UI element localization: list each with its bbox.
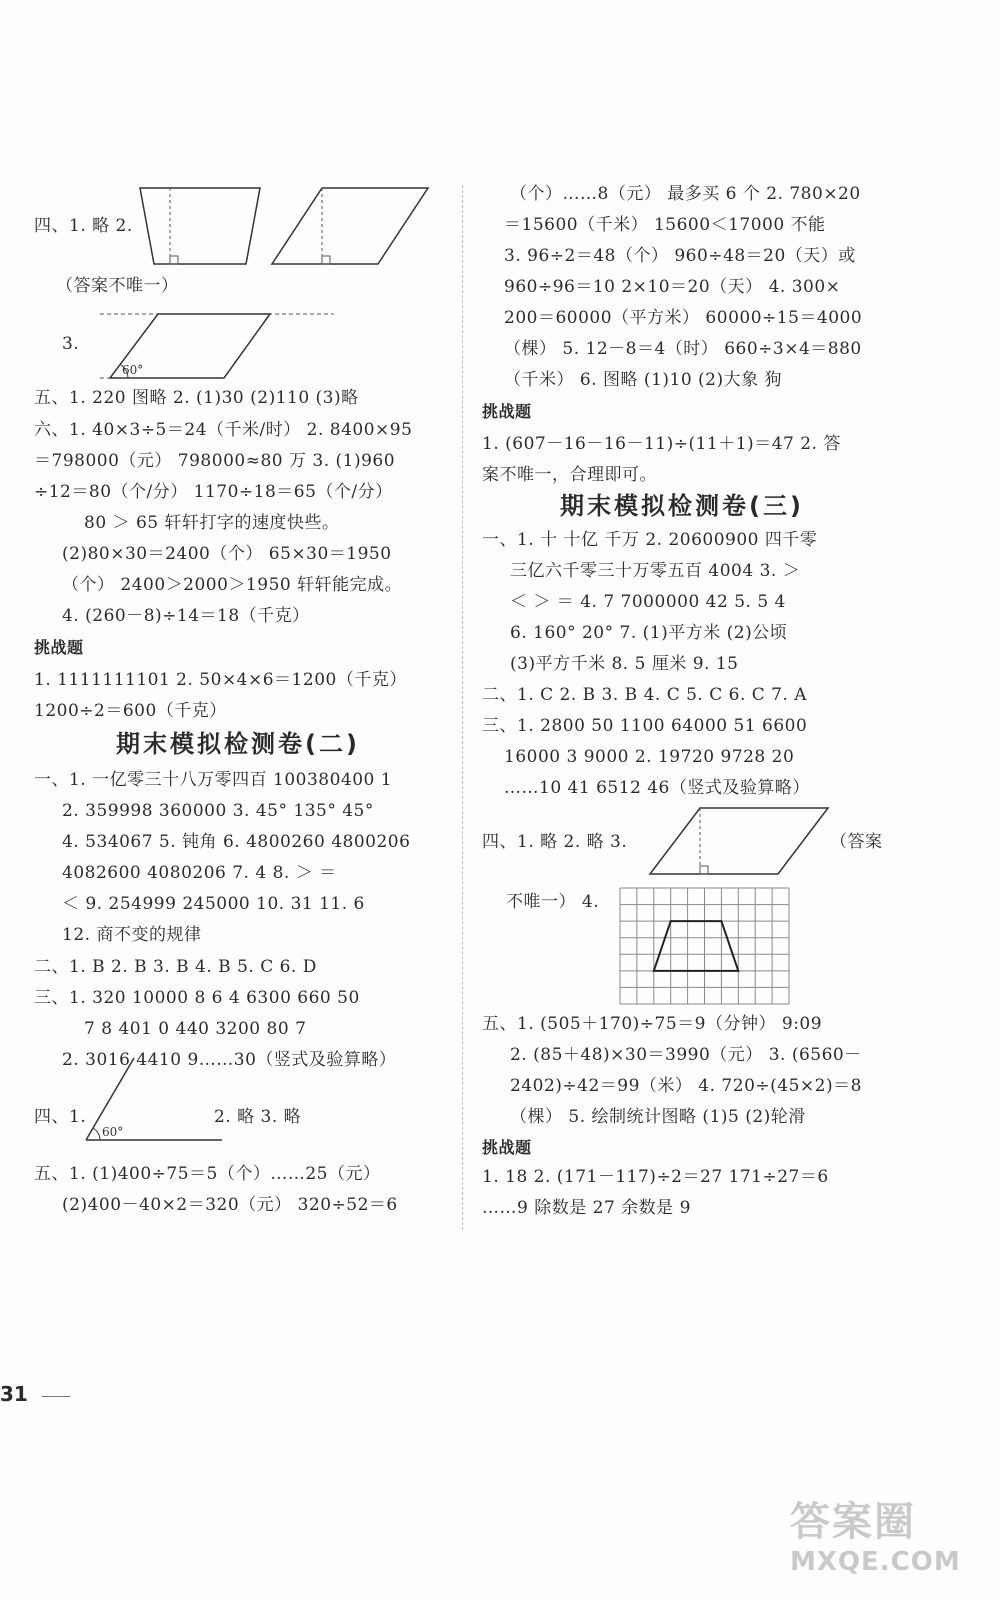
angle-60-figure (86, 1058, 226, 1144)
answer-line: 2. 略 3. 略 (214, 1107, 302, 1127)
angle-label: 60° (102, 1125, 124, 1139)
answer-line: (2)400－40×2＝320（元） 320÷52＝6 (62, 1195, 398, 1215)
answer-line: 五、1. 220 图略 2. (1)30 (2)110 (3)略 (34, 388, 359, 408)
answer-line: 二、1. B 2. B 3. B 4. B 5. C 6. D (34, 957, 317, 977)
section-heading: 挑战题 (482, 1138, 532, 1157)
page-number-rule (42, 1396, 70, 1397)
parallelogram-figure (650, 806, 830, 878)
exam-title: 期末模拟检测卷(三) (560, 492, 804, 520)
grid-trapezoid-figure (620, 888, 792, 1008)
answer-line: 五、1. (1)400÷75＝5（个）……25（元） (34, 1164, 381, 1184)
answer-line: (3)平方千米 8. 5 厘米 9. 15 (510, 654, 739, 674)
trapezoid-and-parallelogram-figure (140, 186, 440, 268)
answer-line: 2. 3016 4410 9……30（竖式及验算略） (62, 1050, 397, 1070)
answer-line: 一、1. 一亿零三十八万零四百 100380400 1 (34, 770, 393, 790)
answer-line: 12. 商不变的规律 (62, 925, 202, 945)
column-divider (462, 185, 463, 1230)
answer-line: 80 ＞ 65 轩轩打字的速度快些。 (84, 513, 340, 533)
answer-line: （个） 2400＞2000＞1950 轩轩能完成。 (62, 575, 403, 595)
section-heading: 挑战题 (34, 638, 84, 657)
answer-line: ＝798000（元） 798000≈80 万 3. (1)960 (34, 451, 396, 471)
answer-line: 1. (607－16－16－11)÷(11＋1)＝47 2. 答 (482, 434, 841, 454)
answer-line: （个）……8（元） 最多买 6 个 2. 780×20 (510, 184, 861, 204)
answer-line: 1200÷2＝600（千克） (34, 701, 227, 721)
answer-line: （棵） 5. 绘制统计图略 (1)5 (2)轮滑 (510, 1107, 806, 1127)
answer-line: 案不唯一，合理即可。 (482, 465, 657, 485)
answer-line: 2402)÷42＝99（米） 4. 720÷(45×2)＝8 (510, 1076, 862, 1096)
answer-line: 四、1. 略 2. (34, 216, 133, 236)
answer-line: 7 8 401 0 440 3200 80 7 (84, 1019, 307, 1039)
answer-line: 2. 359998 360000 3. 45° 135° 45° (62, 801, 374, 821)
answer-line: 不唯一） 4. (506, 892, 600, 912)
answer-line: 四、1. (34, 1107, 87, 1127)
watermark-text: 答案圈 (790, 1499, 916, 1545)
answer-line: 1. 18 2. (171－117)÷2＝27 171÷27＝6 (482, 1167, 829, 1187)
answer-line: ＜ 9. 254999 245000 10. 31 11. 6 (62, 894, 365, 914)
section-heading: 挑战题 (482, 402, 532, 421)
exam-title: 期末模拟检测卷(二) (116, 730, 360, 758)
watermark-url: MXQE.COM (790, 1547, 961, 1577)
answer-line: 4082600 4080206 7. 4 8. ＞ ＝ (62, 863, 337, 883)
answer-line: （千米） 6. 图略 (1)10 (2)大象 狗 (504, 370, 783, 390)
answer-line: ＜ ＞ ＝ 4. 7 7000000 42 5. 5 4 (510, 592, 786, 612)
parallelogram-60-figure (100, 308, 340, 380)
answer-line: （答案 (830, 832, 883, 852)
answer-line: 一、1. 十 十亿 千万 2. 20600900 四千零 (482, 530, 818, 550)
page-number: 31 (0, 1382, 28, 1406)
answer-line: 16000 3 9000 2. 19720 9728 20 (504, 747, 795, 767)
answer-line: 三亿六千零三十万零五百 4004 3. ＞ (510, 561, 801, 581)
answer-line: 960÷96＝10 2×10＝20（天） 4. 300× (504, 277, 841, 297)
answer-line: 四、1. 略 2. 略 3. (482, 832, 628, 852)
answer-line: 二、1. C 2. B 3. B 4. C 5. C 6. C 7. A (482, 685, 808, 705)
answer-line: ＝15600（千米） 15600＜17000 不能 (504, 215, 826, 235)
answer-line: 1. 1111111101 2. 50×4×6＝1200（千克） (34, 670, 407, 690)
answer-line: 三、1. 2800 50 1100 64000 51 6600 (482, 716, 808, 736)
answer-line: （棵） 5. 12－8＝4（时） 660÷3×4＝880 (504, 339, 862, 359)
answer-line: 五、1. (505＋170)÷75＝9（分钟） 9:09 (482, 1014, 823, 1034)
answer-line: 2. (85＋48)×30＝3990（元） 3. (6560－ (510, 1045, 862, 1065)
watermark-logo (790, 1490, 985, 1595)
answer-line: 4. 534067 5. 钝角 6. 4800260 4800206 (62, 832, 411, 852)
answer-line: 4. (260－8)÷14＝18（千克） (62, 606, 310, 626)
answer-line: 200＝60000（平方米） 60000÷15＝4000 (504, 308, 863, 328)
answer-line: ……9 除数是 27 余数是 9 (482, 1198, 691, 1218)
answer-line: 6. 160° 20° 7. (1)平方米 (2)公顷 (510, 623, 788, 643)
answer-line: ÷12＝80（个/分） 1170÷18＝65（个/分） (34, 482, 393, 502)
answer-line: 六、1. 40×3÷5＝24（千米/时） 2. 8400×95 (34, 420, 413, 440)
answer-line: 3. 96÷2＝48（个） 960÷48＝20（天）或 (504, 246, 856, 266)
answer-line: 三、1. 320 10000 8 6 4 6300 660 50 (34, 988, 360, 1008)
answer-note: （答案不唯一） (56, 276, 179, 296)
answer-line: (2)80×30＝2400（个） 65×30＝1950 (62, 544, 392, 564)
answer-line: 3. (62, 334, 80, 354)
angle-label: 60° (122, 363, 144, 377)
answer-line: ……10 41 6512 46（竖式及验算略） (504, 778, 810, 798)
